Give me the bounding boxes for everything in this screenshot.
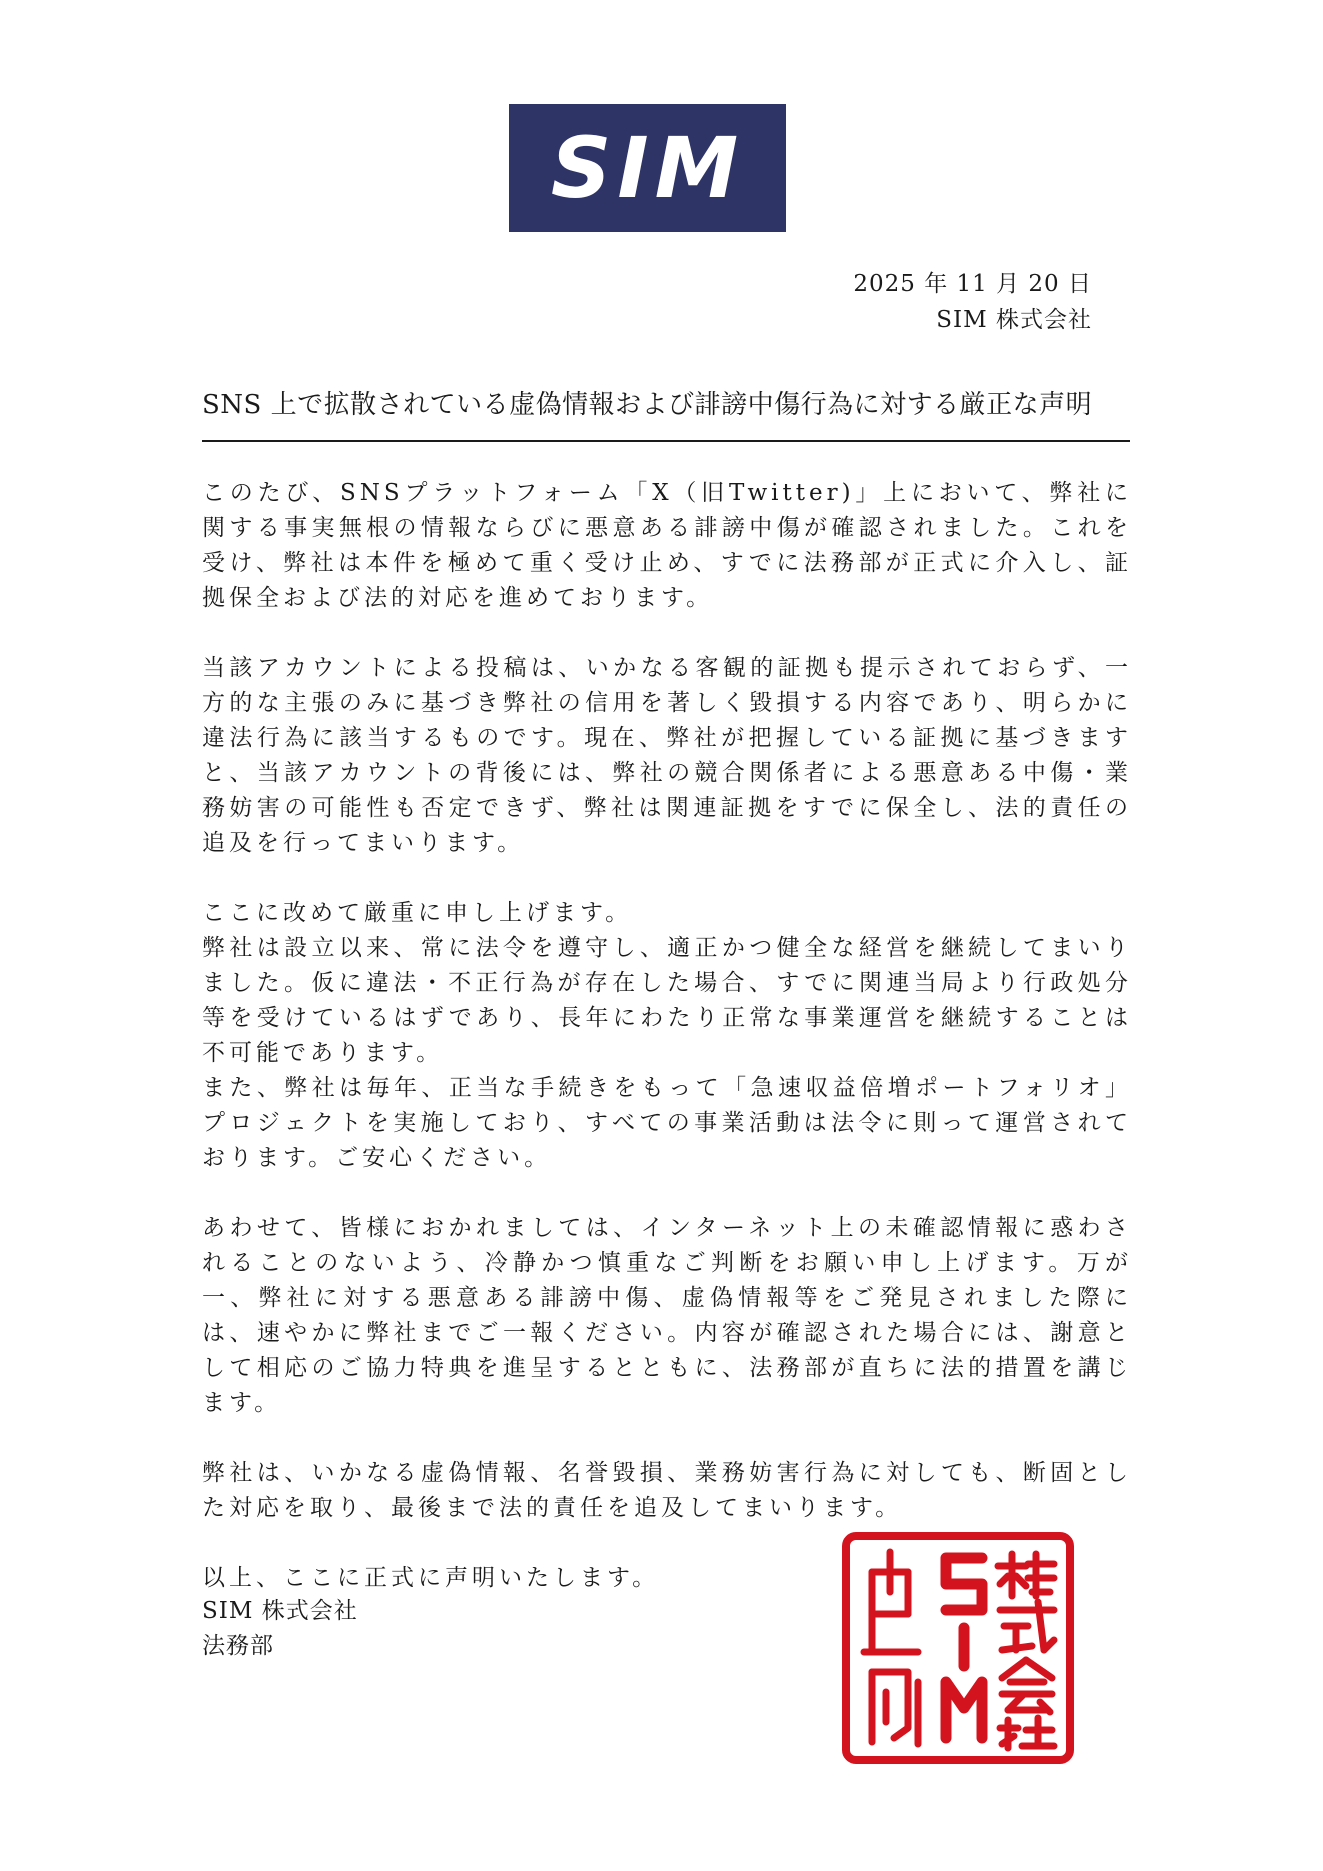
paragraph-1: このたび、SNSプラットフォーム「X（旧Twitter)」上において、弊社に関する事実無根の情報ならびに悪意ある誹謗中傷が確認されました。これを受け、弊社は本件を極めて重く受け止め、すでに法務部が正式に介入し、証拠保全および法的対応を進めております。 (202, 480, 1132, 611)
title-underline (202, 440, 1130, 442)
signoff-department: 法務部 (202, 1633, 274, 1659)
paragraph-5: 弊社は、いかなる虚偽情報、名誉毀損、業務妨害行為に対しても、断固とした対応を取り、最後まで法的責任を追及してまいります。 (202, 1460, 1132, 1521)
statement-body (202, 476, 1132, 1596)
paragraph-3-project: また、弊社は毎年、正当な手続きをもって「急速収益倍増ポートフォリオ」プロジェクトを実施しており、すべての事業活動は法令に則って運営されております。ご安心ください。 (202, 1075, 1132, 1171)
paragraph-6: 以上、ここに正式に声明いたします。 (202, 1565, 660, 1591)
paragraph-4: あわせて、皆様におかれましては、インターネット上の未確認情報に惑わされることのないよう、冷静かつ慎重なご判断をお願い申し上げます。万が一、弊社に対する悪意ある誹謗中傷、虚偽情報等をご発見されました際には、速やかに弊社までご一報ください。内容が確認された場合には、謝意として相応のご協力特典を進呈するとともに、法務部が直ちに法的措置を講じます。 (202, 1215, 1133, 1416)
company-seal-stamp (842, 1532, 1074, 1764)
signoff-block (202, 1594, 358, 1664)
issue-date: 2025 年 11 月 20 日 (853, 271, 1092, 297)
paragraph-3-lead: ここに改めて厳重に申し上げます。 (202, 900, 633, 926)
company-logo (509, 104, 786, 232)
issuer-company: SIM 株式会社 (936, 307, 1092, 333)
paragraph-3-body: 弊社は設立以来、常に法令を遵守し、適正かつ健全な経営を継続してまいりました。仮に違法・不正行為が存在した場合、すでに関連当局より行政処分等を受けているはずであり、長年にわたり正常な事業運営を継続することは不可能であります。 (202, 935, 1133, 1066)
paragraph-2: 当該アカウントによる投稿は、いかなる客観的証拠も提示されておらず、一方的な主張のみに基づき弊社の信用を著しく毀損する内容であり、明らかに違法行為に該当するものです。現在、弊社が把握している証拠に基づきますと、当該アカウントの背後には、弊社の競合関係者による悪意ある中傷・業務妨害の可能性も否定できず、弊社は関連証拠をすでに保全し、法的責任の追及を行ってまいります。 (202, 655, 1133, 856)
logo-text: SIM (550, 119, 745, 217)
document-title: SNS 上で拡散されている虚偽情報および誹謗中傷行為に対する厳正な声明 (202, 390, 1093, 420)
header-meta (853, 266, 1092, 338)
signoff-company: SIM 株式会社 (202, 1598, 358, 1624)
